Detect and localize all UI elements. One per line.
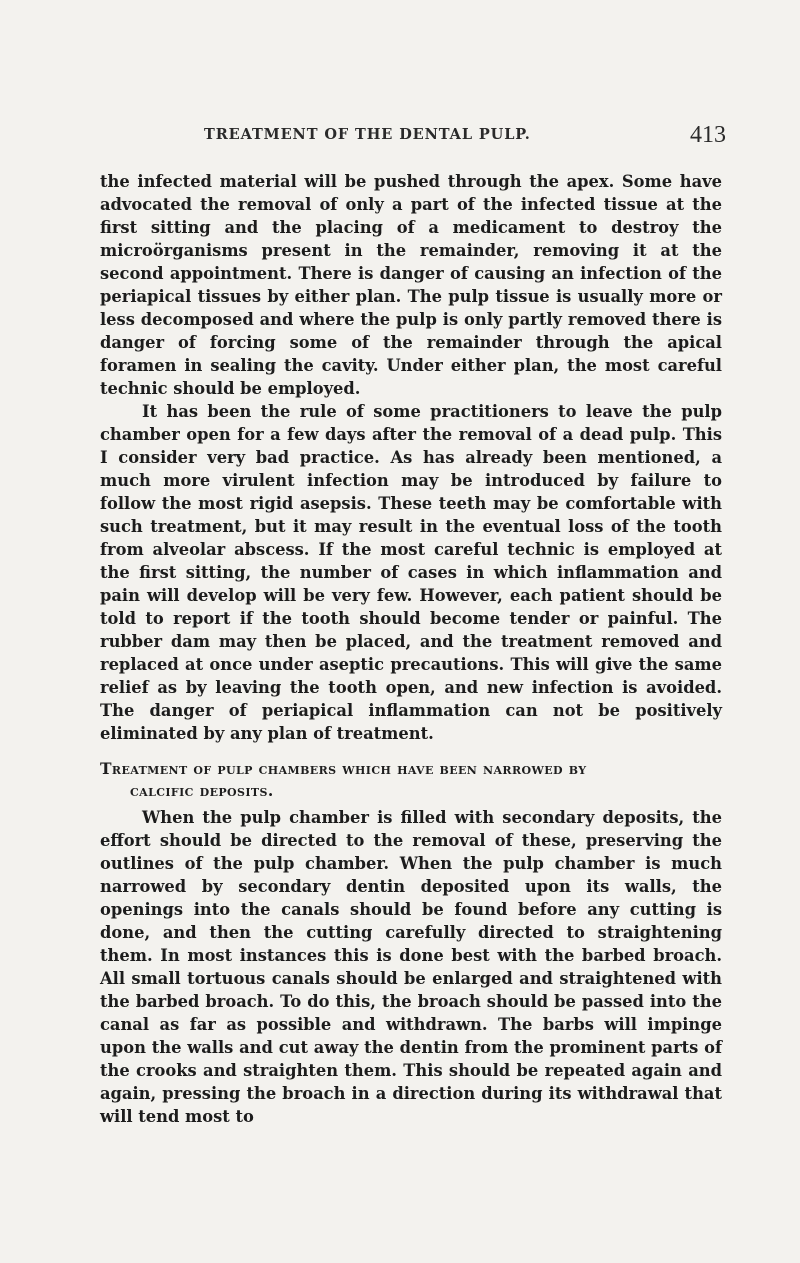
section-heading: [100, 758, 722, 802]
paragraph-continued: the infected material will be pushed through the apex. Some have advocated the removal of only a part of the infected tissue at the first sitting and the placing of a medicament to destroy the microörganisms present in the remainder, removing it at the second appointment. There is danger of causing an infection of the periapical tissues by either plan. The pulp tissue is usually more or less decomposed and where the pulp is only partly removed there is danger of forcing some of the remainder through the apical foramen in sealing the cavity. Under either plan, the most careful technic should be employed.: [100, 172, 722, 398]
page-number: 413: [690, 122, 726, 148]
section-heading-line1: Treatment of pulp chambers which have been narrowed by: [100, 759, 587, 778]
paragraph-open-chamber: It has been the rule of some practitioners to leave the pulp chamber open for a few days after the removal of a dead pulp. This I consider very bad practice. As has already been mentioned, a much more virulent infection may be introduced by failure to follow the most rigid asepsis. These teeth may be comfortable with such treatment, but it may result in the eventual loss of the tooth from alveolar abscess. If the most careful technic is employed at the first sitting, the number of cases in which inflammation and pain will develop will be very few. However, each patient should be told to report if the tooth should become tender or painful. The rubber dam may then be placed, and the treatment removed and replaced at once under aseptic precautions. This will give the same relief as by leaving the tooth open, and new infection is avoided. The danger of periapical inflammation can not be positively eliminated by any plan of treatment.: [100, 402, 722, 743]
running-head: [96, 122, 726, 152]
section-heading-line2: calcific deposits.: [130, 781, 274, 800]
running-title: TREATMENT OF THE DENTAL PULP.: [204, 126, 531, 143]
body-text: [100, 170, 722, 1128]
paragraph-calcific-deposits: When the pulp chamber is filled with secondary deposits, the effort should be directed to the removal of these, preserving the outlines of the pulp chamber. When the pulp chamber is much narrowed by secondary dentin deposited upon its walls, the openings into the canals should be found before any cutting is done, and then the cutting carefully directed to straightening them. In most instances this is done best with the barbed broach. All small tortuous canals should be enlarged and straightened with the barbed broach. To do this, the broach should be passed into the canal as far as possible and withdrawn. The barbs will impinge upon the walls and cut away the dentin from the prominent parts of the crooks and straighten them. This should be repeated again and again, pressing the broach in a direction during its withdrawal that will tend most to: [100, 808, 722, 1126]
